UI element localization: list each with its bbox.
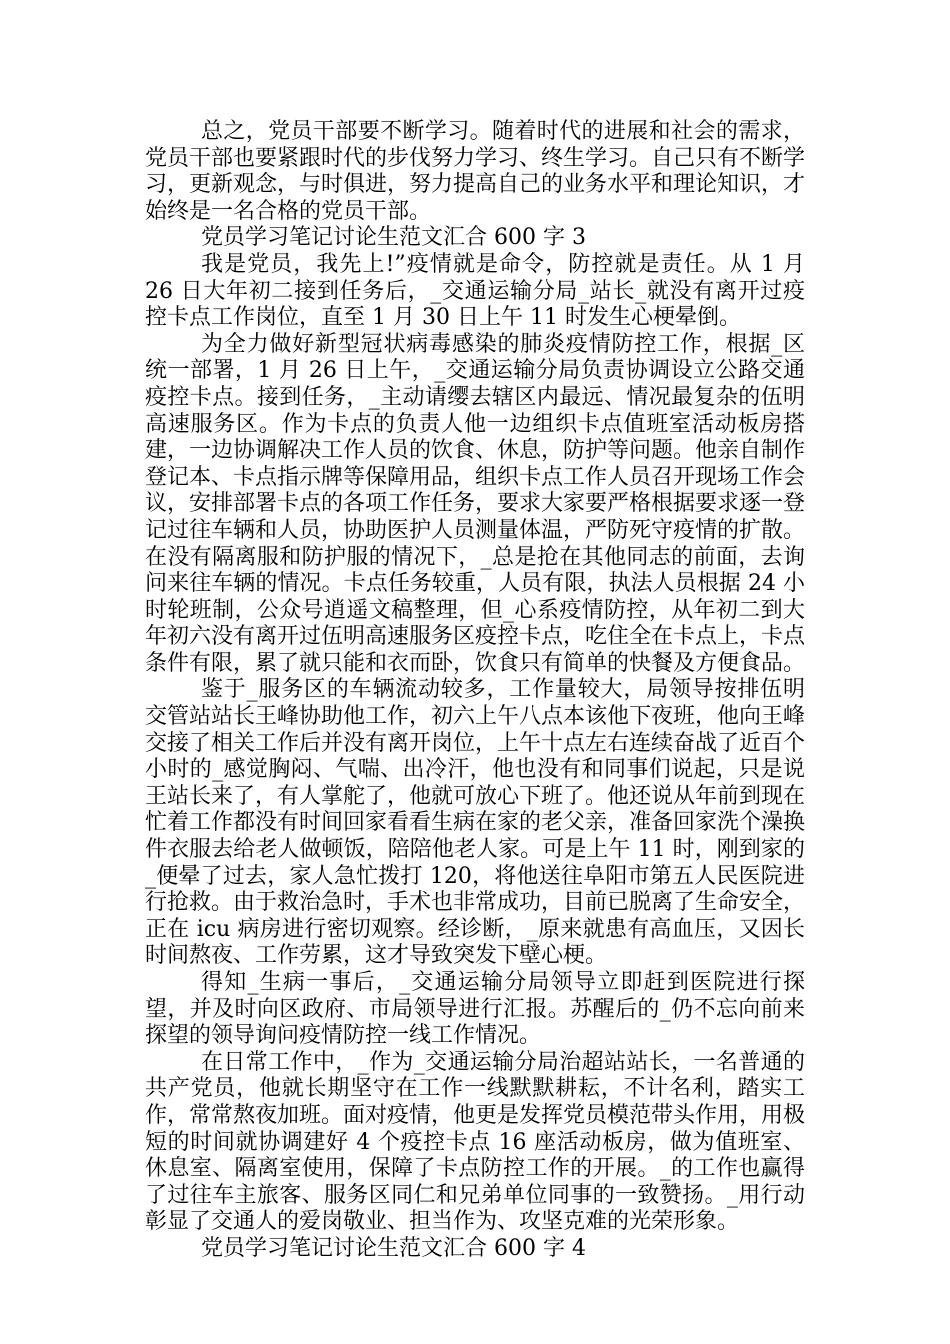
paragraph-summary: 总之，党员干部要不断学习。随着时代的进展和社会的需求，党员干部也要紧跟时代的步伐努力学习、终生学习。自己只有不断学习，更新观念，与时俱进，努力提高自己的业务水平和理论知识，才始终是一名合格的党员干部。 [145,119,806,224]
paragraph-hospital-visit: 得知_生病一事后，_交通运输分局领导立即赶到医院进行探望，并及时向区政府、市局领导进行汇报。苏醒后的_仍不忘向前来探望的领导询问疫情防控一线工作情况。 [145,970,805,1049]
section-heading-3: 党员学习笔记讨论生范文汇合 600 字 3 [201,225,586,251]
paragraph-daily-work: 在日常工作中，_作为_交通运输分局治超站站长，一名普通的共产党员，他就长期坚守在工作一线默默耕耘，不计名利，踏实工作，常常熬夜加班。面对疫情，他更是发挥党员模范带头作用，用极短的时间就协调建好 4 个疫控卡点 16 座活动板房，做为值班室、休息室、隔离室使用，保障了卡点防控工作的开展。_的工作也赢得了过往车主旅客、服务区同仁和兄弟单位同事的一致赞扬。_用行动彰显了交通人的爱岗敬业、担当作为、攻坚克难的光荣形象。 [145,1049,806,1235]
section-heading-4: 党员学习笔记讨论生范文汇合 600 字 4 [201,1235,586,1261]
paragraph-intro: 我是党员，我先上!”疫情就是命令，防控就是责任。从 1 月 26 日大年初二接到任务后，_交通运输分局_站长_就没有离开过疫控卡点工作岗位，直至 1 月 30 日上午 11 时发生心梗晕倒。 [145,251,805,331]
document-page [145,119,805,1263]
paragraph-collapse: 鉴于_服务区的车辆流动较多，工作量较大，局领导按排伍明交管站站长王峰协助他工作，初六上午八点本该他下夜班，他向王峰交接了相关工作后并没有离开岗位，上午十点左右连续奋战了近百个小时的_感觉胸闷、气喘、出冷汗，他也没有和同事们说起，只是说王站长来了，有人掌舵了，他就可放心下班了。他还说从年前到现在忙着工作都没有时间回家看看生病在家的老父亲，准备回家洗个澡换件衣服去给老人做顿饭，陪陪他老人家。可是上午 11 时，刚到家的_便晕了过去，家人急忙拨打 120，将他送往阜阳市第五人民医院进行抢救。由于救治急时，手术也非常成功，目前已脱离了生命安全，正在 icu 病房进行密切观察。经诊断，_原来就患有高血压，又因长时间熬夜、工作劳累，这才导致突发下壁心梗。 [145,677,806,969]
paragraph-checkpoint-setup: 为全力做好新型冠状病毒感染的肺炎疫情防控工作，根据_区统一部署，1 月 26 日上午，_交通运输分局负责协调设立公路交通疫控卡点。接到任务，_主动请缨去辖区内最远、情况最复杂的伍明高速服务区。作为卡点的负责人他一边组织卡点值班室活动板房搭建，一边协调解决工作人员的饮食、休息，防护等问题。他亲自制作登记本、卡点指示牌等保障用品，组织卡点工作人员召开现场工作会议，安排部署卡点的各项工作任务，要求大家要严格根据要求逐一登记过往车辆和人员，协助医护人员测量体温，严防死守疫情的扩散。在没有隔离服和防护服的情况下，_总是抢在其他同志的前面，去询问来往车辆的情况。卡点任务较重，人员有限，执法人员根据 24 小时轮班制，公众号逍遥文稿整理，但_心系疫情防控，从年初二到大年初六没有离开过伍明高速服务区疫控卡点，吃住全在卡点上，卡点条件有限，累了就只能和衣而卧，饮食只有简单的快餐及方便食品。 [145,331,806,676]
